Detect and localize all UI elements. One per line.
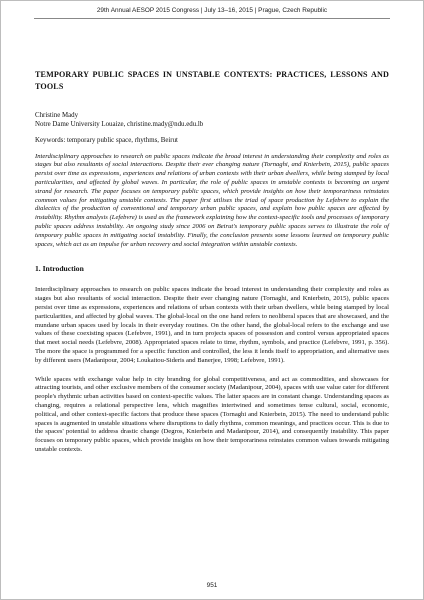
body-paragraph-2: While spaces with exchange value help in city branding for global competitiveness, and act as commodities, and showcases for attracting tourists, and other exclusive members of the consumer society (Madanipour, 2004), spaces with use value cater for different people's rhythmic urban activities based on context-specific values. The latter spaces are in constant change. Understanding spaces as changing, requires a relational perspective lens, which magnifies intertwined and sometimes tense cultural, social, economic, political, and other context-specific factors that produce these spaces (Tornaghi and Knierbein, 2015). The need to understand public spaces is augmented in unstable situations where disruptions to daily rhythms, common meanings, and practices occur. This is due to the spaces' potential to address drastic change (Degros, Knierbein and Madanipour, 2014), and consequently instability. This paper focuses on temporary public spaces, which provide insights on how their temporariness reinstates common values towards mitigating unstable contexts. (35, 375, 389, 453)
paper-title: TEMPORARY PUBLIC SPACES IN UNSTABLE CONTEXTS: PRACTICES, LESSONS AND TOOLS (35, 70, 389, 91)
section-heading-introduction: 1. Introduction (35, 264, 84, 274)
running-header: 29th Annual AESOP 2015 Congress | July 13–16, 2015 | Prague, Czech Republic (96, 7, 328, 14)
header-rule (34, 18, 390, 19)
keywords: Keywords: temporary public space, rhythms, Beirut (35, 136, 178, 144)
author-affiliation: Notre Dame University Louaize, christine.mady@ndu.edu.lb (35, 121, 204, 129)
paper-content (35, 69, 389, 465)
page-number: 951 (206, 582, 218, 589)
author-name: Christine Mady (35, 112, 79, 119)
abstract: Interdisciplinary approaches to research on public spaces indicate the broad interest in understanding their complexity and roles as stages but also resultants of social interactions. Despite their ever changing nature (Tornaghi, and Knierbein, 2015), public spaces persist over time as expressions, experiences and relations of urban contexts with their urban dwellers, while being stamped by local particularities, and affected by global waves. In particular, the role of public spaces in unstable contexts is becoming an urgent strand for research. The paper focuses on temporary public spaces, which provide insights on how their temporariness reinstates common values for mitigating unstable contexts. The paper first utilises the triad of space production by Lefebvre to explain the dialectics of the production of conventional and temporary urban public spaces, and explain how public spaces are affected by instability. Rhythm analysis (Lefebvre) is used as the framework explaining how the context-specific tools and processes of temporary public spaces address instability. An ongoing study since 2006 on Beirut's temporary public spaces serves to illustrate the role of temporary public spaces in mitigating social instability. Finally, the conclusion presents some lessons learned on temporary public spaces, which act as an impulse for urban recovery and social integration within unstable contexts. (35, 152, 389, 248)
body-paragraph-1: Interdisciplinary approaches to research on public spaces indicate the broad interest in understanding their complexity and roles as stages but also resultants of social interaction. Despite their ever changing nature (Tornaghi, and Knierbein, 2015), public spaces persist over time as expressions, experiences and relations of urban contexts with their urban dwellers, while being stamped by local particularities, and affected by global waves. The global-local on the one hand refers to neoliberal spaces that are showcased, and the mundane urban spaces used by locals in their everyday routines. On the other hand, the global-local refers to the exchange and use values of these coexisting spaces (Lefebvre, 1991), and in turn projects spaces of possession and control versus appropriated spaces that meet social needs (Lefebvre, 2008). Appropriated spaces relate to time, rhythm, symbols, and practice (Lefebvre, 1991, p. 356). The more the space is programmed for a specific function and controlled, the less it lends itself to appropriation, and alternative uses by different users (Madanipour, 2004; Loukaitou-Sideris and Banerjee, 1998; Lefebvre, 1991). (35, 286, 389, 364)
